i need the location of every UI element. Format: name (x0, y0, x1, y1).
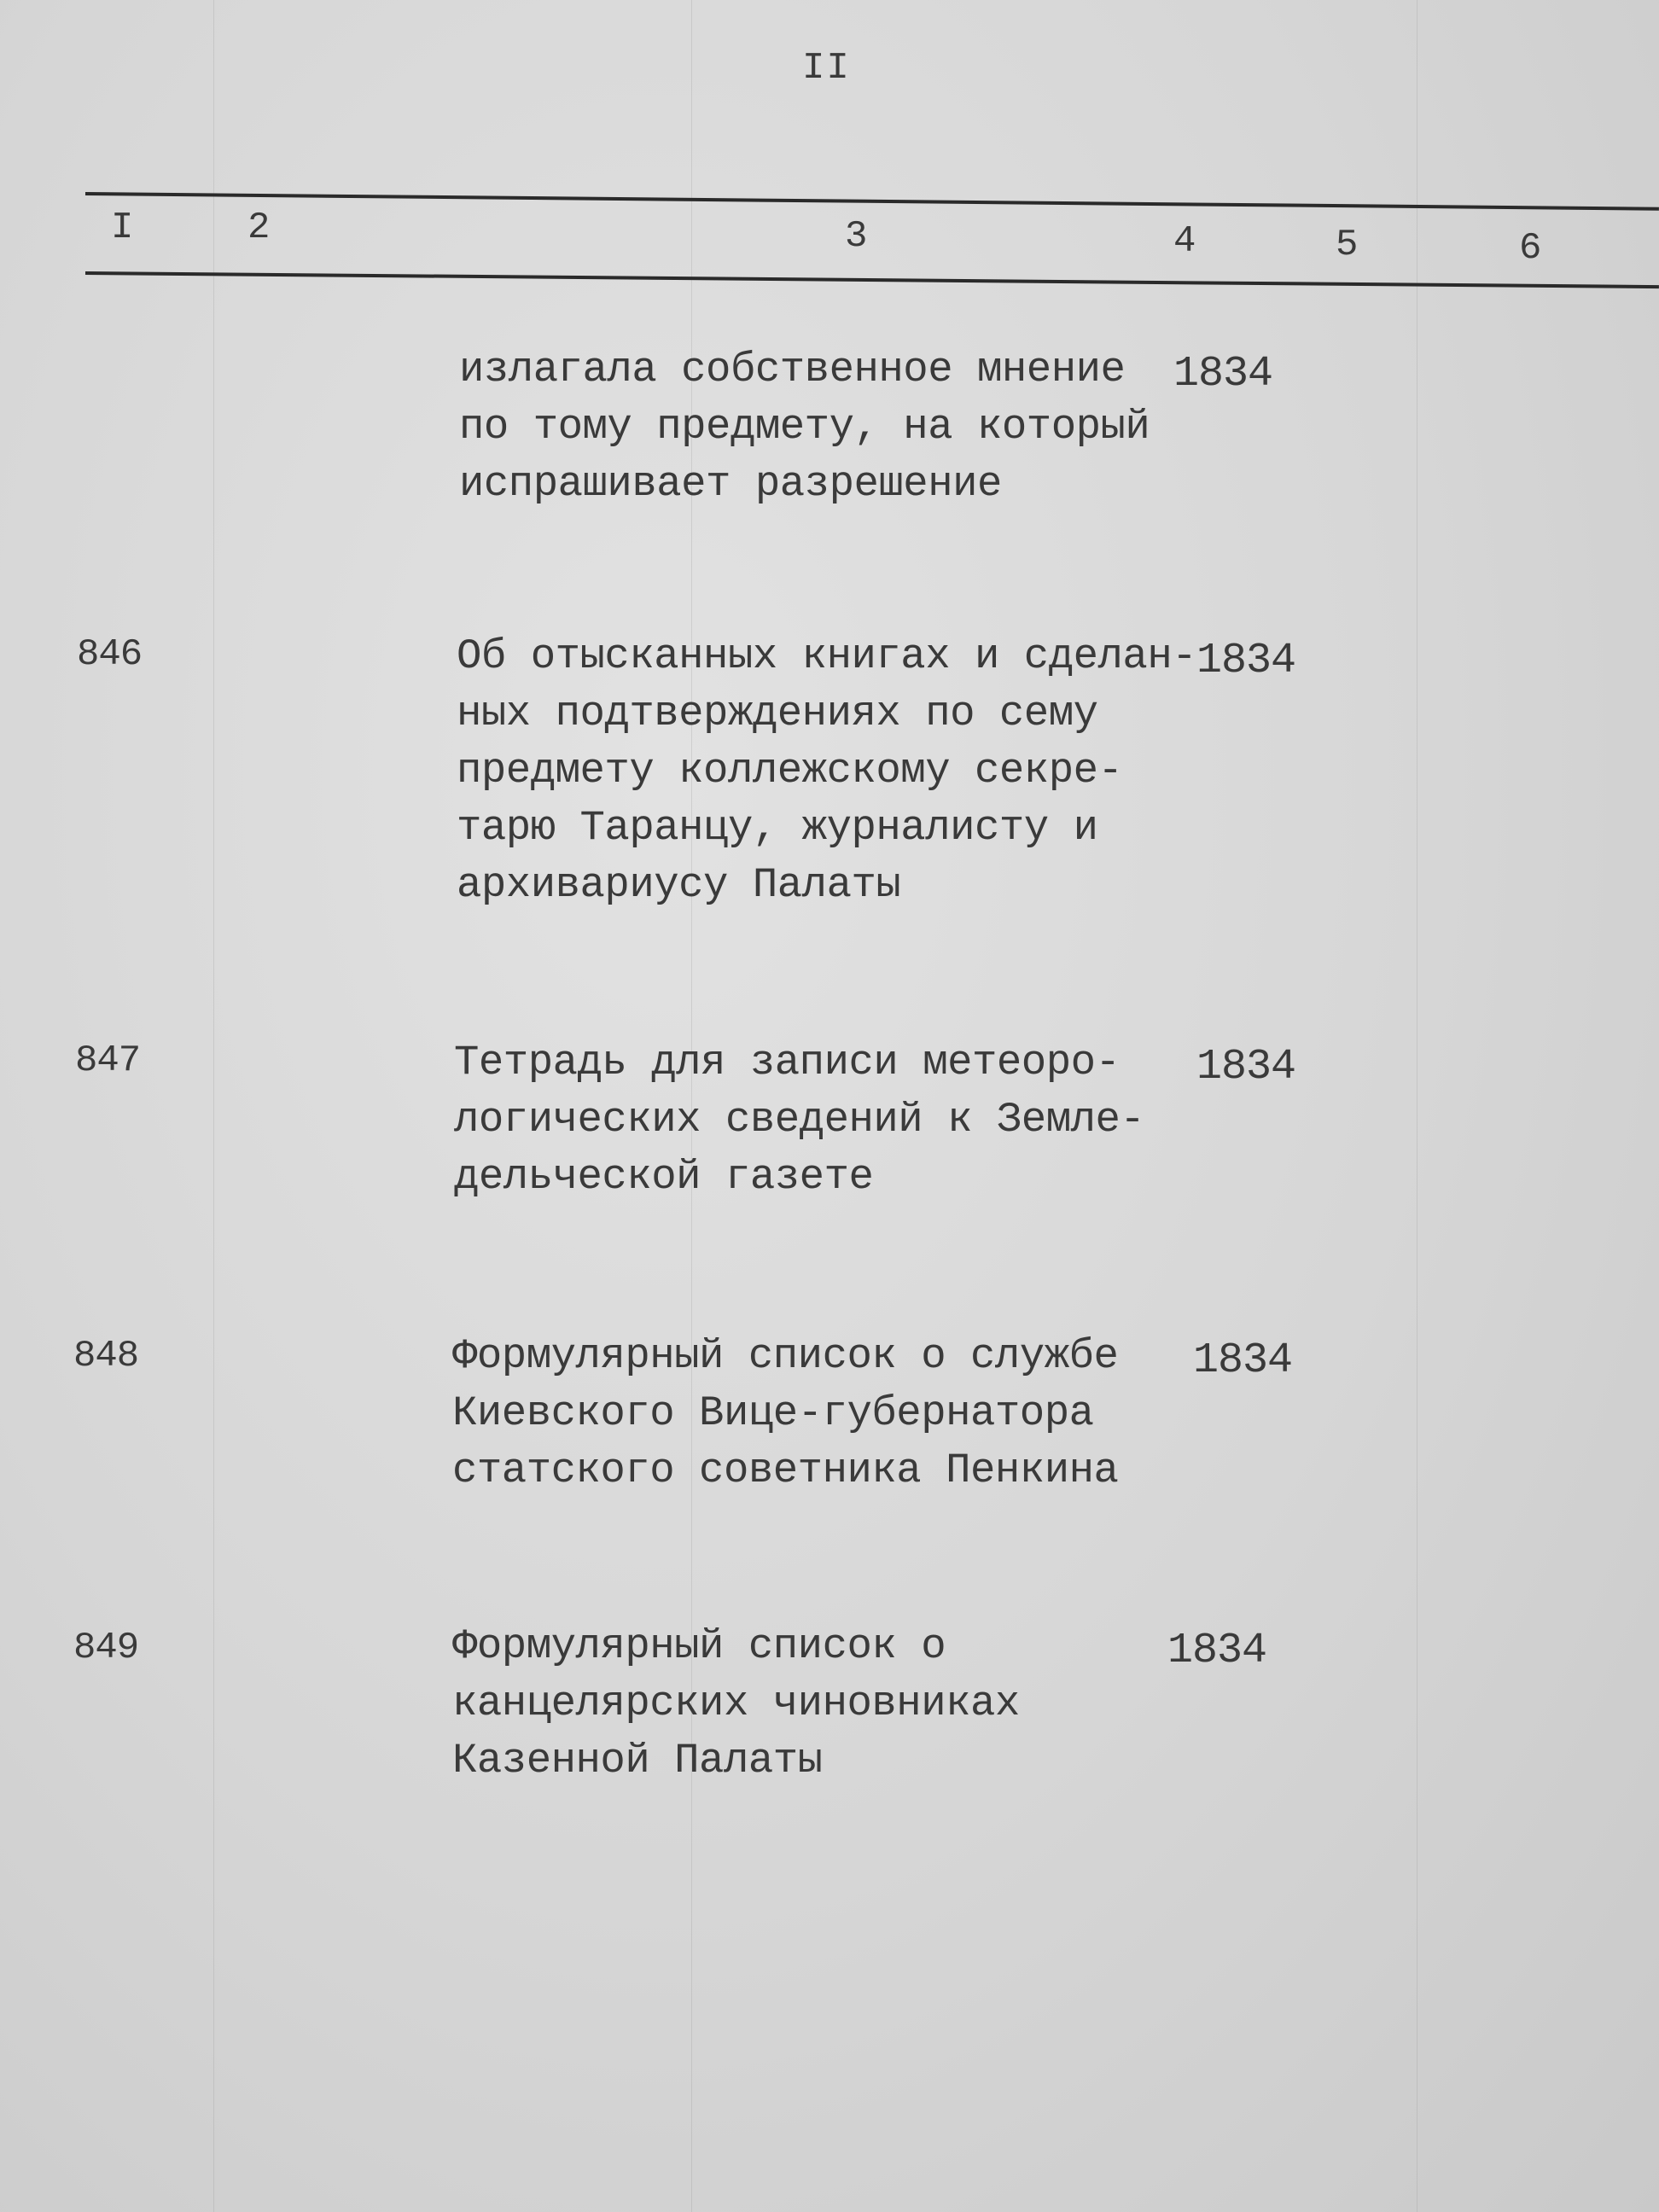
description-line: Формулярный список о службе (452, 1332, 1119, 1380)
description-line: излагала собственное мнение (459, 346, 1126, 393)
column-header-5: 5 (1336, 224, 1359, 266)
description-line: статского советника Пенкина (452, 1447, 1119, 1494)
description-line: по тому предмету, на который (459, 403, 1150, 451)
column-header-6: 6 (1519, 227, 1542, 270)
description-line: архивариусу Палаты (457, 861, 901, 909)
description-line: Тетрадь для записи метеоро- (454, 1039, 1121, 1086)
description-line: Киевского Вице-губернатора (452, 1389, 1094, 1437)
entry-description (454, 1034, 1144, 1206)
description-line: Казенной Палаты (452, 1737, 823, 1784)
entry-description (452, 1618, 1020, 1790)
header-top-rule (85, 192, 1659, 211)
entry-year: 1834 (1196, 637, 1296, 685)
page-number: II (802, 47, 851, 90)
entry-description (457, 628, 1196, 914)
description-line: предмету коллежскому секре- (457, 747, 1123, 795)
entry-year: 1834 (1193, 1336, 1293, 1385)
column-header-3: 3 (845, 215, 868, 258)
entry-number: 847 (75, 1039, 141, 1082)
column-header-1: I (111, 207, 134, 249)
entry-number: 846 (77, 633, 143, 676)
column-header-4: 4 (1173, 220, 1196, 263)
column-header-2: 2 (247, 207, 271, 249)
description-line: испрашивает разрешение (459, 460, 1002, 508)
description-line: канцелярских чиновниках (452, 1679, 1020, 1727)
entry-number: 849 (73, 1627, 139, 1669)
entry-number: 848 (73, 1335, 139, 1377)
description-line: Формулярный список о (452, 1622, 946, 1670)
description-line: логических сведений к Земле- (454, 1096, 1145, 1144)
entry-description (459, 341, 1150, 513)
description-line: тарю Таранцу, журналисту и (457, 804, 1098, 852)
header-bottom-rule (85, 271, 1659, 288)
entry-year: 1834 (1167, 1627, 1267, 1675)
entry-description (452, 1328, 1118, 1499)
description-line: дельческой газете (454, 1153, 874, 1201)
description-line: ных подтверждениях по сему (457, 690, 1098, 737)
column-guide-line (213, 0, 214, 2212)
entry-year: 1834 (1173, 350, 1273, 399)
description-line: Об отысканных книгах и сделан- (457, 632, 1197, 680)
entry-year: 1834 (1196, 1043, 1296, 1091)
